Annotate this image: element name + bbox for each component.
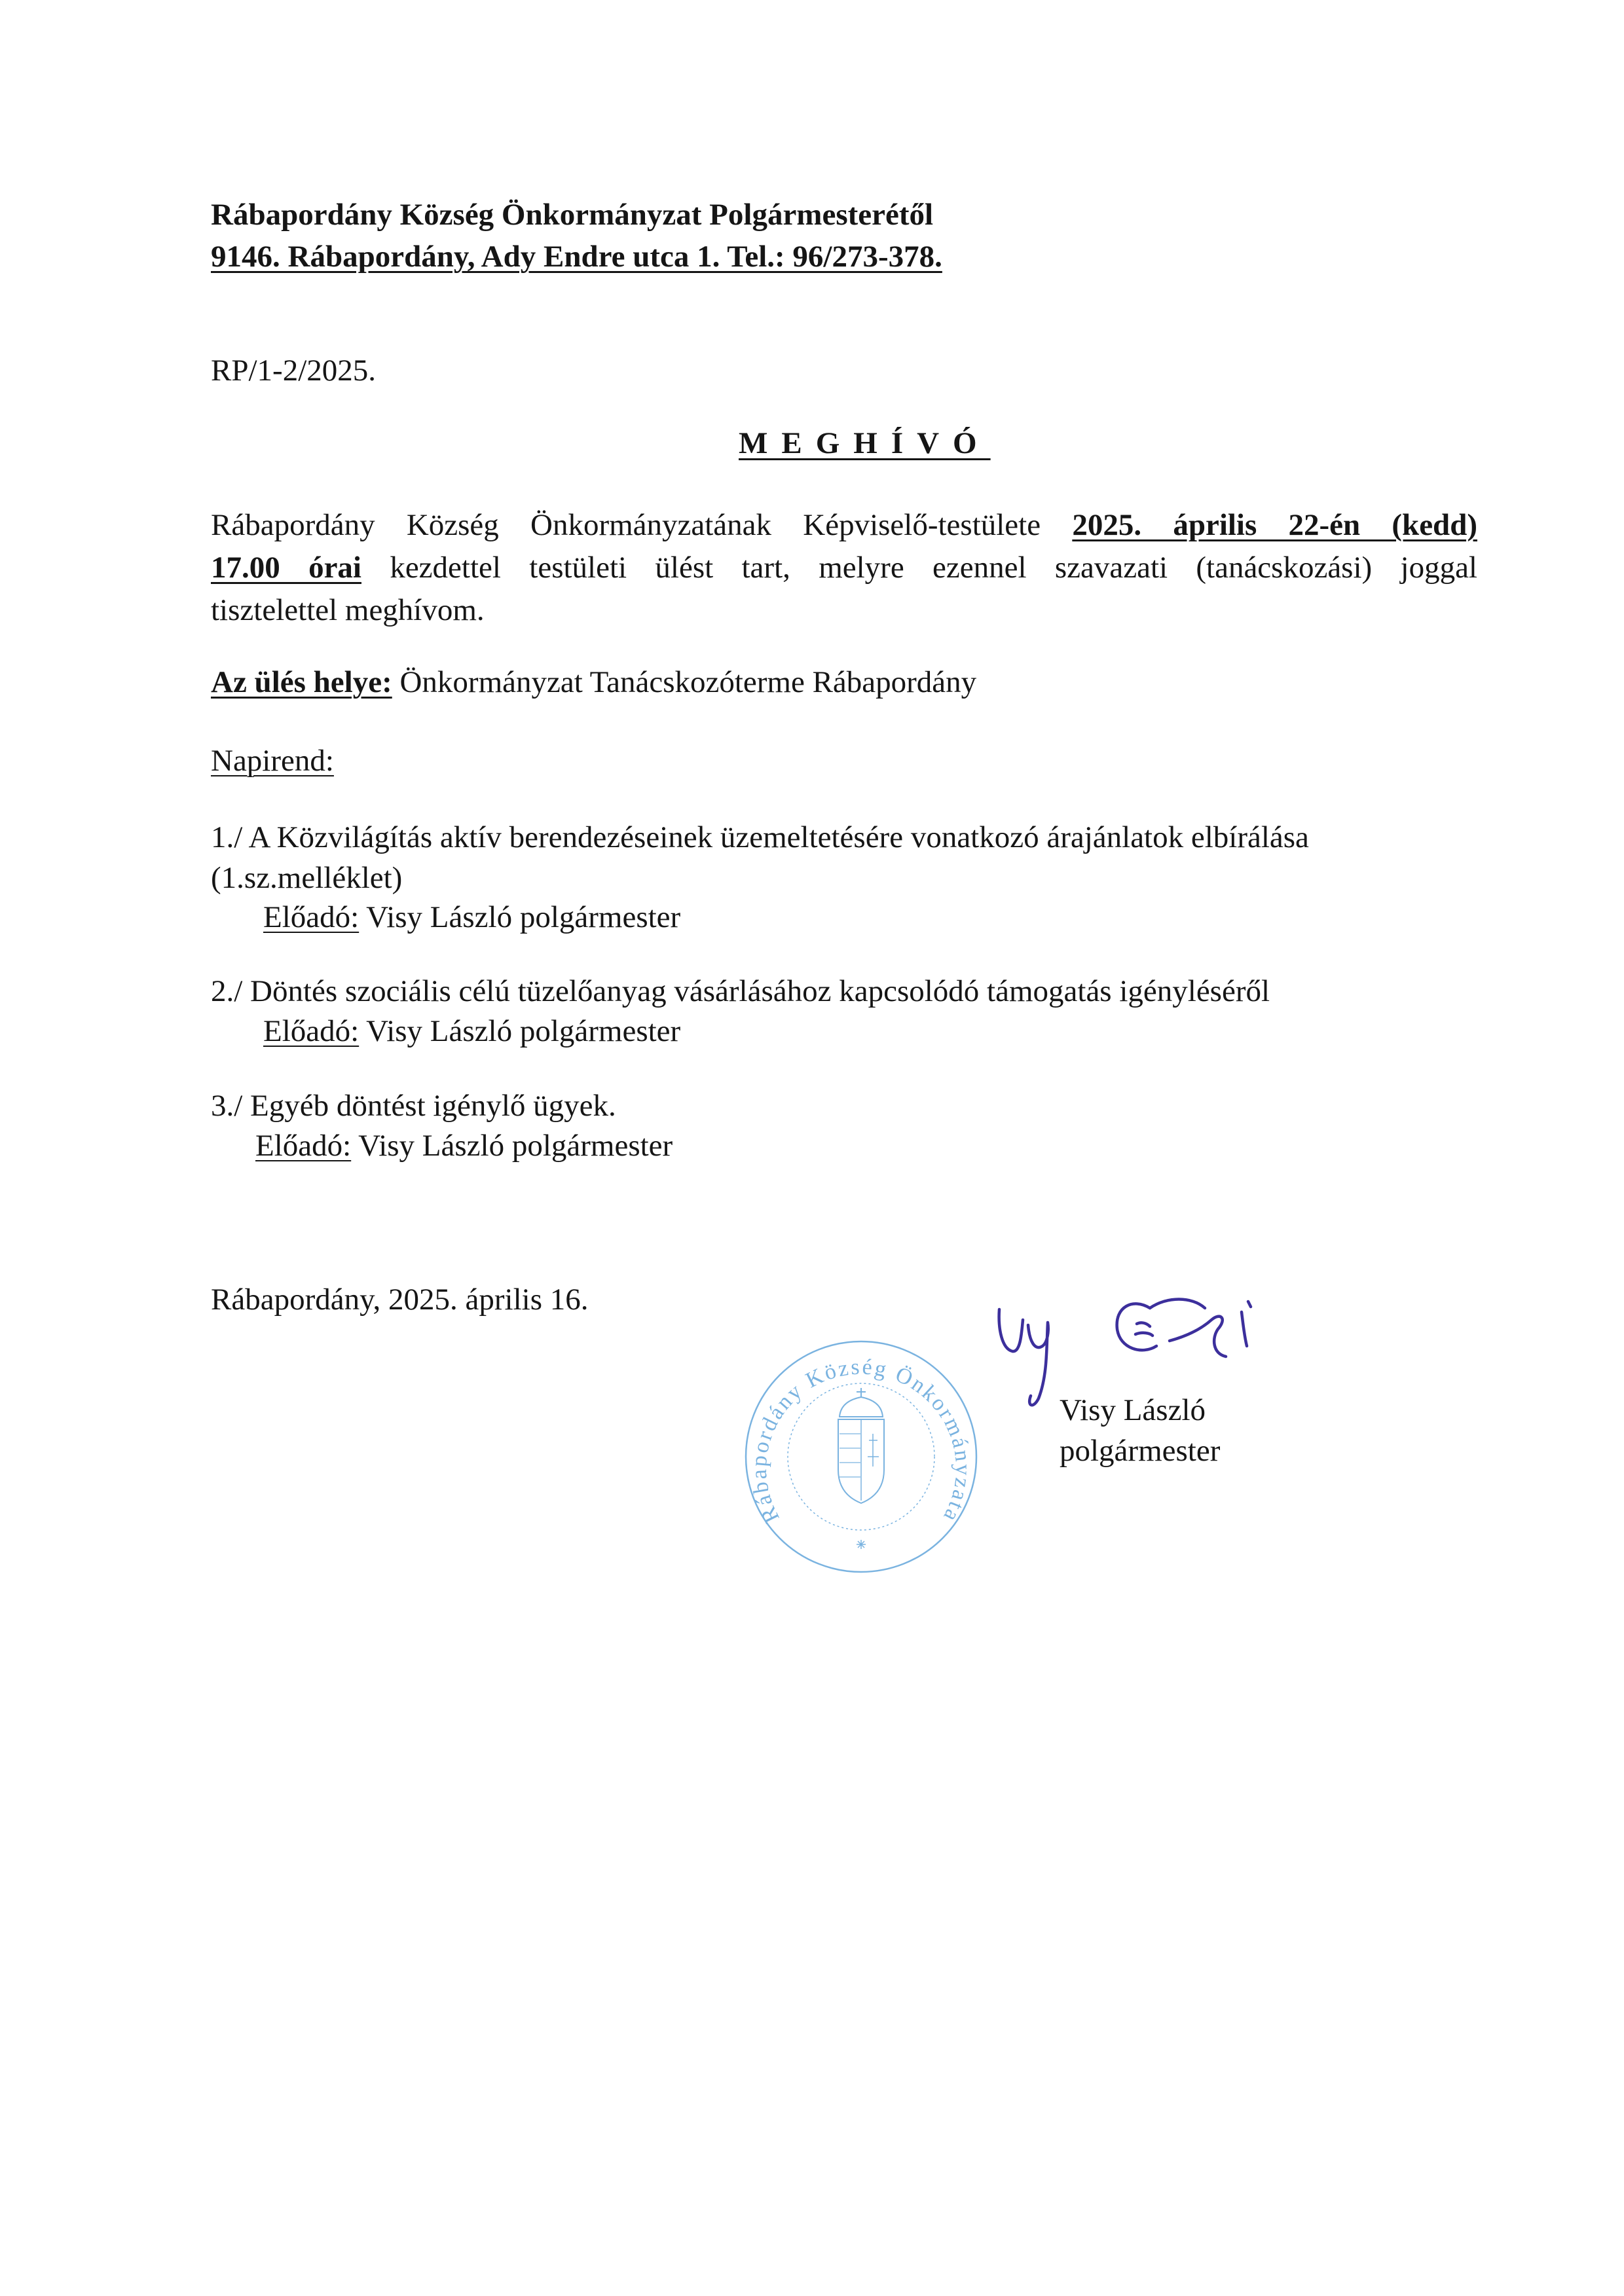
presenter-label: Előadó: <box>263 1014 360 1048</box>
invitation-line-2 <box>211 547 1477 589</box>
venue-value: Önkormányzat Tanácskozóterme Rábapordány <box>392 665 977 699</box>
official-stamp <box>740 1336 982 1578</box>
signatory-name: Visy László <box>1060 1393 1206 1427</box>
document-title: MEGHÍVÓ <box>739 426 991 460</box>
venue-label: Az ülés helye: <box>211 665 392 699</box>
agenda-item-2: 2./ Döntés szociális célú tüzelőanyag vásárlásához kapcsolódó támogatás igényléséről <box>211 974 1270 1008</box>
signatory-role: polgármester <box>1060 1434 1221 1468</box>
presenter-name: Visy László polgármester <box>359 1014 681 1048</box>
header-org: Rábapordány Község Önkormányzat Polgármesterétől <box>211 198 934 232</box>
agenda-item-1-presenter <box>263 898 680 937</box>
venue <box>211 663 976 702</box>
invitation-text: Rábapordány Község Önkormányzatának Képviselő-testülete <box>211 508 1073 542</box>
presenter-label: Előadó: <box>255 1129 352 1163</box>
agenda-item-3-presenter <box>255 1126 673 1165</box>
svg-text:Rábapordány Község Önkormányza: Rábapordány Község Önkormányzata <box>747 1355 976 1527</box>
meeting-time: 17.00 órai <box>211 551 361 585</box>
agenda-item-3: 3./ Egyéb döntést igénylő ügyek. <box>211 1089 616 1123</box>
presenter-name: Visy László polgármester <box>359 900 681 934</box>
invitation-line-1 <box>211 504 1477 547</box>
invitation-text: kezdettel testületi ülést tart, melyre ezennel szavazati (tanácskozási) joggal <box>361 551 1477 585</box>
agenda-item-1-attachment: (1.sz.melléklet) <box>211 861 403 895</box>
invitation-line-3: tisztelettel meghívom. <box>211 593 485 627</box>
reference-number: RP/1-2/2025. <box>211 354 377 388</box>
presenter-name: Visy László polgármester <box>351 1129 673 1163</box>
meeting-date: 2025. április 22-én (kedd) <box>1072 508 1477 542</box>
presenter-label: Előadó: <box>263 900 360 934</box>
place-and-date: Rábapordány, 2025. április 16. <box>211 1283 589 1317</box>
header-address: 9146. Rábapordány, Ady Endre utca 1. Tel.: 96/273-378. <box>211 240 942 274</box>
agenda-item-1: 1./ A Közvilágítás aktív berendezéseinek üzemeltetésére vonatkozó árajánlatok elbírálása <box>211 820 1309 854</box>
agenda-item-2-presenter <box>263 1011 680 1051</box>
agenda-label: Napirend: <box>211 744 334 778</box>
